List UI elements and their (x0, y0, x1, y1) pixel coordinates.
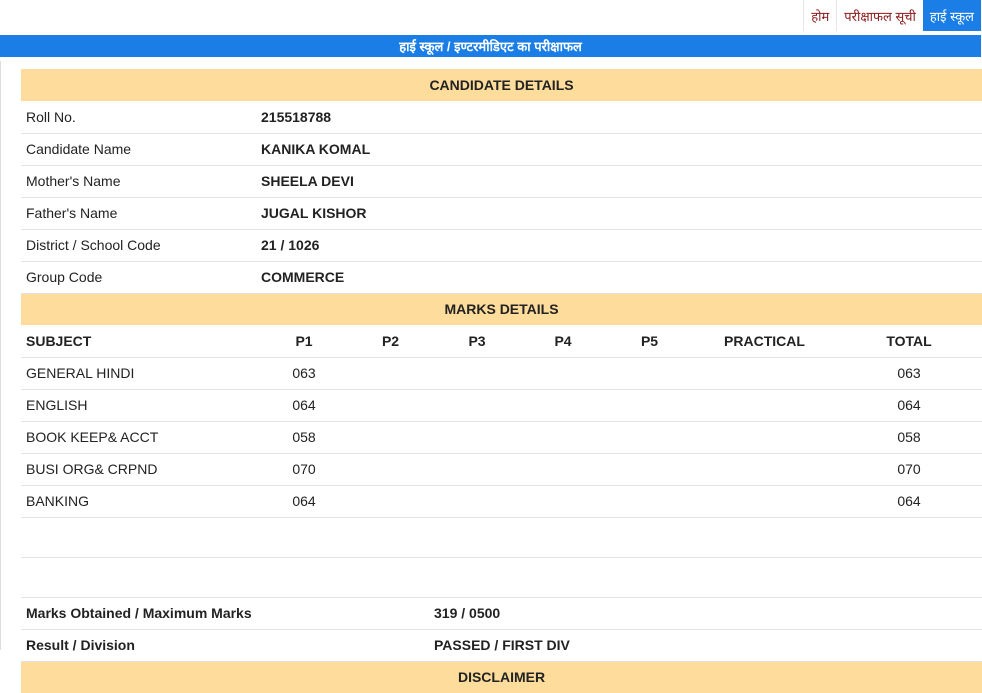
p2-cell (347, 453, 434, 485)
column-header: P1 (261, 325, 347, 357)
result-table (21, 69, 982, 693)
field-row-district-school (21, 229, 982, 261)
field-row-candidate-name (21, 133, 982, 165)
p2-cell (347, 357, 434, 389)
field-value: 21 / 1026 (261, 229, 982, 261)
p4-cell (520, 389, 606, 421)
column-header: TOTAL (836, 325, 982, 357)
p3-cell (434, 357, 520, 389)
summary-value: PASSED / FIRST DIV (434, 629, 982, 661)
p3-cell (434, 389, 520, 421)
total-cell: 064 (836, 485, 982, 517)
summary-row-result (21, 629, 982, 661)
total-cell: 070 (836, 453, 982, 485)
p5-cell (606, 485, 693, 517)
p3-cell (434, 453, 520, 485)
p1-cell: 058 (261, 421, 347, 453)
summary-label: Result / Division (21, 629, 434, 661)
nav-home-link[interactable]: होम (803, 0, 836, 31)
table-row (21, 421, 982, 453)
field-row-mother-name (21, 165, 982, 197)
field-value: JUGAL KISHOR (261, 197, 982, 229)
field-label: Father's Name (21, 197, 261, 229)
section-title: DISCLAIMER (21, 661, 982, 693)
candidate-details-header (21, 69, 982, 101)
summary-value: 319 / 0500 (434, 597, 982, 629)
practical-cell (693, 389, 836, 421)
p2-cell (347, 421, 434, 453)
total-cell: 064 (836, 389, 982, 421)
field-row-roll-no (21, 101, 982, 133)
total-cell: 063 (836, 357, 982, 389)
p5-cell (606, 389, 693, 421)
summary-label: Marks Obtained / Maximum Marks (21, 597, 434, 629)
field-label: Candidate Name (21, 133, 261, 165)
field-value: KANIKA KOMAL (261, 133, 982, 165)
p1-cell: 064 (261, 389, 347, 421)
p4-cell (520, 453, 606, 485)
practical-cell (693, 357, 836, 389)
banner-title: हाई स्कूल / इण्टरमीडिएट का परीक्षाफल (399, 39, 582, 54)
spacer-row (21, 517, 982, 557)
practical-cell (693, 453, 836, 485)
subject-cell: BANKING (21, 485, 261, 517)
nav-result-list-link[interactable]: परीक्षाफल सूची (836, 0, 923, 31)
top-nav (803, 0, 981, 31)
subject-cell: GENERAL HINDI (21, 357, 261, 389)
p4-cell (520, 357, 606, 389)
p5-cell (606, 421, 693, 453)
practical-cell (693, 421, 836, 453)
section-title: CANDIDATE DETAILS (21, 69, 982, 101)
section-title: MARKS DETAILS (21, 293, 982, 325)
total-cell: 058 (836, 421, 982, 453)
p3-cell (434, 485, 520, 517)
page-banner (0, 35, 981, 57)
p1-cell: 070 (261, 453, 347, 485)
p5-cell (606, 453, 693, 485)
p2-cell (347, 389, 434, 421)
column-header: P2 (347, 325, 434, 357)
column-header: P5 (606, 325, 693, 357)
table-row (21, 389, 982, 421)
field-row-group-code (21, 261, 982, 293)
spacer-row (21, 557, 982, 597)
subject-cell: ENGLISH (21, 389, 261, 421)
column-header: P3 (434, 325, 520, 357)
p4-cell (520, 485, 606, 517)
result-content (0, 61, 981, 686)
subject-cell: BUSI ORG& CRPND (21, 453, 261, 485)
p1-cell: 064 (261, 485, 347, 517)
field-value: SHEELA DEVI (261, 165, 982, 197)
column-header: PRACTICAL (693, 325, 836, 357)
table-row (21, 357, 982, 389)
field-value: 215518788 (261, 101, 982, 133)
p1-cell: 063 (261, 357, 347, 389)
field-label: Roll No. (21, 101, 261, 133)
p3-cell (434, 421, 520, 453)
subject-cell: BOOK KEEP& ACCT (21, 421, 261, 453)
table-row (21, 485, 982, 517)
field-label: District / School Code (21, 229, 261, 261)
field-row-father-name (21, 197, 982, 229)
column-header: SUBJECT (21, 325, 261, 357)
column-header: P4 (520, 325, 606, 357)
p2-cell (347, 485, 434, 517)
table-row (21, 453, 982, 485)
p5-cell (606, 357, 693, 389)
field-label: Mother's Name (21, 165, 261, 197)
marks-column-headers (21, 325, 982, 357)
nav-high-school-link[interactable]: हाई स्कूल (923, 0, 981, 31)
practical-cell (693, 485, 836, 517)
field-value: COMMERCE (261, 261, 982, 293)
field-label: Group Code (21, 261, 261, 293)
disclaimer-header (21, 661, 982, 693)
summary-row-marks (21, 597, 982, 629)
p4-cell (520, 421, 606, 453)
marks-details-header (21, 293, 982, 325)
